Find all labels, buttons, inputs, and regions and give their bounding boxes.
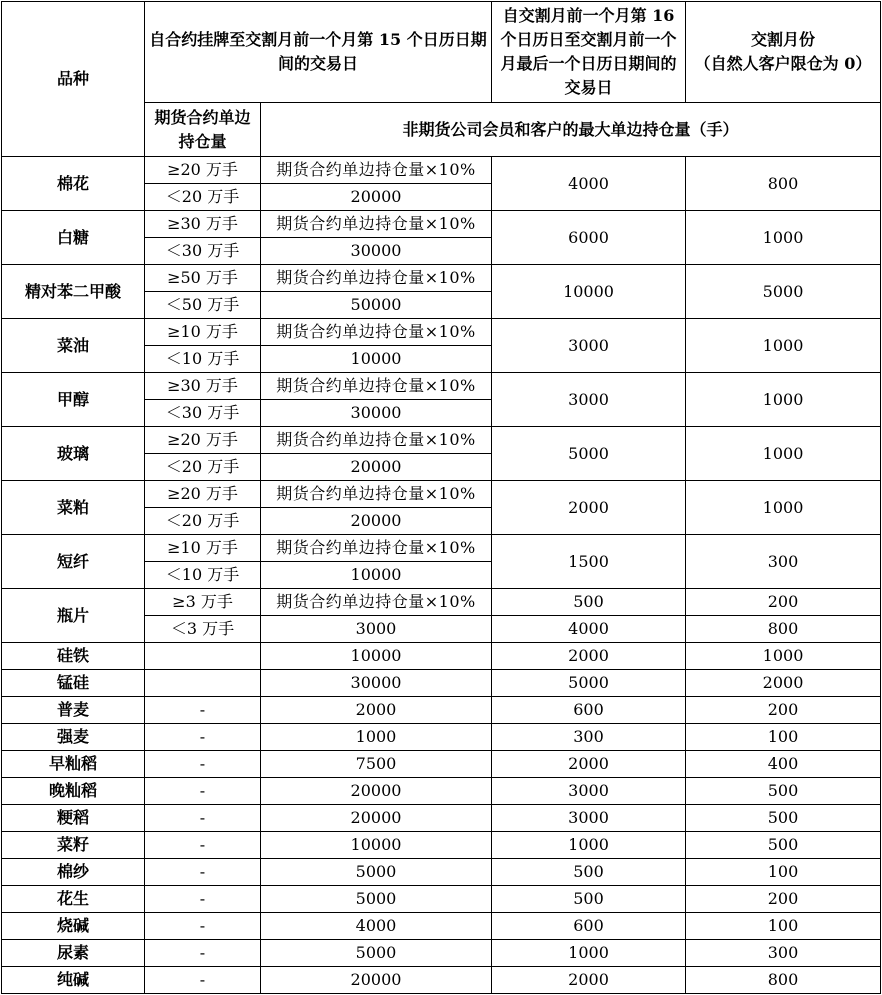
phase2-limit: 4000 bbox=[492, 157, 686, 211]
phase3-limit: 200 bbox=[686, 589, 881, 616]
table-row bbox=[2, 859, 881, 886]
variety-name: 精对苯二甲酸 bbox=[2, 265, 145, 319]
position-limit: 5000 bbox=[261, 859, 492, 886]
table-row bbox=[2, 373, 881, 400]
phase3-limit: 200 bbox=[686, 886, 881, 913]
oi-threshold-high: ≥10 万手 bbox=[145, 535, 261, 562]
variety-name: 普麦 bbox=[2, 697, 145, 724]
table-row bbox=[2, 427, 881, 454]
table-row bbox=[2, 805, 881, 832]
table-row bbox=[2, 319, 881, 346]
variety-name: 菜籽 bbox=[2, 832, 145, 859]
phase2-limit: 500 bbox=[492, 886, 686, 913]
phase2-limit: 2000 bbox=[492, 967, 686, 994]
phase2-limit: 3000 bbox=[492, 319, 686, 373]
phase2-limit: 10000 bbox=[492, 265, 686, 319]
header-max-position: 非期货公司会员和客户的最大单边持仓量（手） bbox=[261, 103, 881, 157]
oi-threshold: - bbox=[145, 724, 261, 751]
phase2-limit: 3000 bbox=[492, 805, 686, 832]
phase3-limit: 400 bbox=[686, 751, 881, 778]
position-limit: 7500 bbox=[261, 751, 492, 778]
position-limit: 2000 bbox=[261, 697, 492, 724]
variety-name: 白糖 bbox=[2, 211, 145, 265]
position-limit: 5000 bbox=[261, 886, 492, 913]
variety-name: 玻璃 bbox=[2, 427, 145, 481]
position-limit: 20000 bbox=[261, 805, 492, 832]
table-row bbox=[2, 832, 881, 859]
phase2-limit: 500 bbox=[492, 589, 686, 616]
variety-name: 甲醇 bbox=[2, 373, 145, 427]
limit-high: 期货合约单边持仓量×10% bbox=[261, 211, 492, 238]
limit-low: 20000 bbox=[261, 184, 492, 211]
limit-low: 10000 bbox=[261, 346, 492, 373]
phase2-limit: 500 bbox=[492, 859, 686, 886]
table-row bbox=[2, 211, 881, 238]
limit-low: 20000 bbox=[261, 508, 492, 535]
position-limit-table bbox=[1, 1, 881, 994]
phase2-limit: 1000 bbox=[492, 832, 686, 859]
oi-threshold-high: ≥30 万手 bbox=[145, 211, 261, 238]
phase2-limit: 1000 bbox=[492, 940, 686, 967]
phase3-limit: 100 bbox=[686, 913, 881, 940]
phase2-limit: 5000 bbox=[492, 670, 686, 697]
oi-threshold-high: ≥30 万手 bbox=[145, 373, 261, 400]
oi-threshold: - bbox=[145, 751, 261, 778]
position-limit: 10000 bbox=[261, 832, 492, 859]
phase2-limit: 5000 bbox=[492, 427, 686, 481]
oi-threshold: - bbox=[145, 778, 261, 805]
oi-threshold: - bbox=[145, 832, 261, 859]
table-row bbox=[2, 589, 881, 616]
limit-low: 10000 bbox=[261, 562, 492, 589]
phase3-limit: 2000 bbox=[686, 670, 881, 697]
table-row bbox=[2, 697, 881, 724]
oi-threshold: - bbox=[145, 913, 261, 940]
limit-low: 50000 bbox=[261, 292, 492, 319]
phase2-limit: 2000 bbox=[492, 481, 686, 535]
oi-threshold-high: ≥3 万手 bbox=[145, 589, 261, 616]
phase3-limit: 100 bbox=[686, 724, 881, 751]
position-limit: 4000 bbox=[261, 913, 492, 940]
limit-low: 20000 bbox=[261, 454, 492, 481]
limit-high: 期货合约单边持仓量×10% bbox=[261, 319, 492, 346]
phase2-limit: 4000 bbox=[492, 616, 686, 643]
oi-threshold-low: ＜30 万手 bbox=[145, 238, 261, 265]
phase3-limit: 300 bbox=[686, 940, 881, 967]
limit-high: 期货合约单边持仓量×10% bbox=[261, 265, 492, 292]
phase3-limit: 1000 bbox=[686, 427, 881, 481]
oi-threshold: - bbox=[145, 859, 261, 886]
table-row bbox=[2, 481, 881, 508]
position-limit: 20000 bbox=[261, 967, 492, 994]
table-row bbox=[2, 778, 881, 805]
phase3-limit: 500 bbox=[686, 778, 881, 805]
oi-threshold: - bbox=[145, 886, 261, 913]
limit-high: 期货合约单边持仓量×10% bbox=[261, 373, 492, 400]
phase3-limit: 1000 bbox=[686, 643, 881, 670]
variety-name: 棉纱 bbox=[2, 859, 145, 886]
phase3-limit: 800 bbox=[686, 616, 881, 643]
oi-threshold: - bbox=[145, 967, 261, 994]
oi-threshold-high: ≥20 万手 bbox=[145, 427, 261, 454]
variety-name: 瓶片 bbox=[2, 589, 145, 643]
table-row bbox=[2, 940, 881, 967]
variety-name: 强麦 bbox=[2, 724, 145, 751]
variety-name: 晚籼稻 bbox=[2, 778, 145, 805]
header-phase3-line1: 交割月份 bbox=[751, 30, 816, 49]
limit-high: 期货合约单边持仓量×10% bbox=[261, 535, 492, 562]
header-phase3-line2: （自然人客户限仓为 0） bbox=[694, 54, 872, 73]
table-row bbox=[2, 535, 881, 562]
phase3-limit: 1000 bbox=[686, 373, 881, 427]
table-row bbox=[2, 265, 881, 292]
phase3-limit: 800 bbox=[686, 157, 881, 211]
table-row bbox=[2, 724, 881, 751]
oi-threshold-low: ＜20 万手 bbox=[145, 184, 261, 211]
oi-threshold-low: ＜20 万手 bbox=[145, 454, 261, 481]
header-variety: 品种 bbox=[2, 2, 145, 157]
limit-low: 30000 bbox=[261, 400, 492, 427]
phase2-limit: 6000 bbox=[492, 211, 686, 265]
variety-name: 花生 bbox=[2, 886, 145, 913]
header-phase3 bbox=[686, 2, 881, 103]
oi-threshold-low: ＜50 万手 bbox=[145, 292, 261, 319]
variety-name: 纯碱 bbox=[2, 967, 145, 994]
phase2-limit: 3000 bbox=[492, 373, 686, 427]
position-limit: 5000 bbox=[261, 940, 492, 967]
position-limit: 30000 bbox=[261, 670, 492, 697]
oi-threshold-low: ＜10 万手 bbox=[145, 346, 261, 373]
oi-threshold: - bbox=[145, 940, 261, 967]
limit-low: 3000 bbox=[261, 616, 492, 643]
header-phase1: 自合约挂牌至交割月前一个月第 15 个日历日期间的交易日 bbox=[145, 2, 492, 103]
variety-name: 菜粕 bbox=[2, 481, 145, 535]
limit-high: 期货合约单边持仓量×10% bbox=[261, 427, 492, 454]
variety-name: 锰硅 bbox=[2, 670, 145, 697]
oi-threshold-low: ＜20 万手 bbox=[145, 508, 261, 535]
variety-name: 粳稻 bbox=[2, 805, 145, 832]
oi-threshold-high: ≥50 万手 bbox=[145, 265, 261, 292]
variety-name: 棉花 bbox=[2, 157, 145, 211]
oi-threshold-high: ≥20 万手 bbox=[145, 481, 261, 508]
oi-threshold-low: ＜30 万手 bbox=[145, 400, 261, 427]
oi-threshold: - bbox=[145, 805, 261, 832]
phase2-limit: 2000 bbox=[492, 643, 686, 670]
phase3-limit: 5000 bbox=[686, 265, 881, 319]
phase3-limit: 1000 bbox=[686, 211, 881, 265]
table-row bbox=[2, 751, 881, 778]
phase3-limit: 100 bbox=[686, 859, 881, 886]
oi-threshold-high: ≥10 万手 bbox=[145, 319, 261, 346]
table-row bbox=[2, 643, 881, 670]
variety-name: 短纤 bbox=[2, 535, 145, 589]
phase3-limit: 1000 bbox=[686, 319, 881, 373]
variety-name: 菜油 bbox=[2, 319, 145, 373]
limit-high: 期货合约单边持仓量×10% bbox=[261, 589, 492, 616]
limit-high: 期货合约单边持仓量×10% bbox=[261, 157, 492, 184]
phase2-limit: 600 bbox=[492, 913, 686, 940]
phase2-limit: 600 bbox=[492, 697, 686, 724]
phase2-limit: 1500 bbox=[492, 535, 686, 589]
phase3-limit: 1000 bbox=[686, 481, 881, 535]
table-row bbox=[2, 913, 881, 940]
position-limit: 1000 bbox=[261, 724, 492, 751]
limit-low: 30000 bbox=[261, 238, 492, 265]
phase3-limit: 300 bbox=[686, 535, 881, 589]
variety-name: 硅铁 bbox=[2, 643, 145, 670]
phase3-limit: 500 bbox=[686, 832, 881, 859]
oi-threshold-low: ＜10 万手 bbox=[145, 562, 261, 589]
table-row bbox=[2, 967, 881, 994]
table-row bbox=[2, 157, 881, 184]
oi-threshold-low: ＜3 万手 bbox=[145, 616, 261, 643]
table-row bbox=[2, 886, 881, 913]
header-contract-oi: 期货合约单边持仓量 bbox=[145, 103, 261, 157]
oi-threshold-high: ≥20 万手 bbox=[145, 157, 261, 184]
variety-name: 尿素 bbox=[2, 940, 145, 967]
phase3-limit: 800 bbox=[686, 967, 881, 994]
table-row bbox=[2, 670, 881, 697]
phase3-limit: 200 bbox=[686, 697, 881, 724]
limit-high: 期货合约单边持仓量×10% bbox=[261, 481, 492, 508]
phase2-limit: 3000 bbox=[492, 778, 686, 805]
phase2-limit: 300 bbox=[492, 724, 686, 751]
phase3-limit: 500 bbox=[686, 805, 881, 832]
oi-threshold bbox=[145, 643, 261, 670]
variety-name: 烧碱 bbox=[2, 913, 145, 940]
position-limit: 20000 bbox=[261, 778, 492, 805]
position-limit: 10000 bbox=[261, 643, 492, 670]
variety-name: 早籼稻 bbox=[2, 751, 145, 778]
oi-threshold: - bbox=[145, 697, 261, 724]
oi-threshold bbox=[145, 670, 261, 697]
header-phase2: 自交割月前一个月第 16 个日历日至交割月前一个月最后一个日历日期间的交易日 bbox=[492, 2, 686, 103]
phase2-limit: 2000 bbox=[492, 751, 686, 778]
